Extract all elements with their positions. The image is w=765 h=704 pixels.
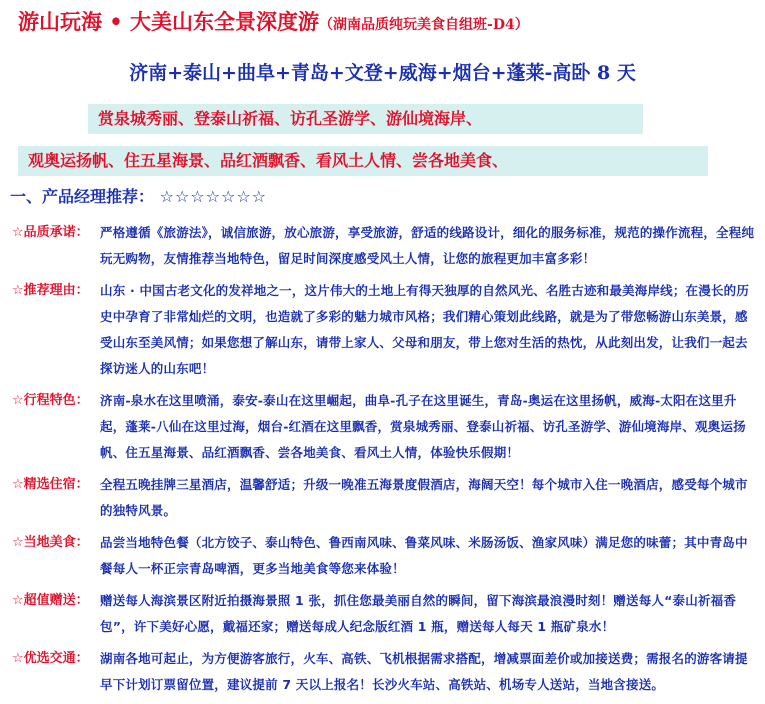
feature-text: 湖南各地可起止，为方便游客旅行，火车、高铁、飞机根据需求搭配，增减票面差价或加接送费；需报名的游客请提早下计划订票留位置，建议提前 7 天以上报名！长沙火车站、高铁站、机场专人送站，当地含接送。 <box>100 651 748 692</box>
feature-label: ☆推荐理由： <box>12 283 89 298</box>
section-heading <box>10 184 267 207</box>
star-rating: ☆☆☆☆☆☆☆ <box>159 187 267 206</box>
highlight-banner-2: 观奥运扬帆、住五星海景、品红酒飘香、看风土人情、尝各地美食、 <box>18 146 708 176</box>
highlight-banner-1: 赏泉城秀丽、登泰山祈福、访孔圣游学、游仙境海岸、 <box>88 104 643 134</box>
feature-item-reason <box>12 278 756 382</box>
feature-text: 济南-泉水在这里喷涌，泰安-泰山在这里崛起，曲阜-孔子在这里诞生，青岛-奥运在这里扬帆，威海-太阳在这里升起，蓬莱-八仙在这里过海，烟台-红酒在这里飘香，赏泉城秀丽、登泰山祈福、访孔圣游学、游仙境海岸、观奥运扬帆、住五星海景、品红酒飘香、尝各地美食、看风土人情，体验快乐假期！ <box>100 393 746 460</box>
feature-list <box>12 220 756 704</box>
feature-item-gifts <box>12 588 756 640</box>
feature-text: 品尝当地特色餐（北方饺子、泰山特色、鲁西南风味、鲁菜风味、米肠汤饭、渔家风味）满足您的味蕾；其中青岛中餐每人一杯正宗青岛啤酒，更多当地美食等您来体验！ <box>100 535 748 576</box>
section-heading-text: 一、产品经理推荐： <box>10 187 155 206</box>
feature-label: ☆当地美食： <box>12 535 89 550</box>
feature-text: 严格遵循《旅游法》，诚信旅游，放心旅游，享受旅游，舒适的线路设计，细化的服务标准，规范的操作流程，全程纯玩无购物，友情推荐当地特色，留足时间深度感受风土人情，让您的旅程更加丰富多彩！ <box>100 225 755 266</box>
feature-item-food <box>12 530 756 582</box>
feature-label: ☆品质承诺： <box>12 225 89 240</box>
feature-text: 全程五晚挂牌三星酒店，温馨舒适；升级一晚准五海景度假酒店，海阔天空！每个城市入住一晚酒店，感受每个城市的独特风景。 <box>100 477 748 518</box>
route-line: 济南+泰山+曲阜+青岛+文登+威海+烟台+蓬莱-高卧 8 天 <box>129 62 636 84</box>
feature-label: ☆优选交通： <box>12 651 89 666</box>
title-line <box>18 6 529 36</box>
feature-text: 赠送每人海滨景区附近拍摄海景照 1 张，抓住您最美丽自然的瞬间，留下海滨最浪漫时刻！赠送每人“泰山祈福香包”，许下美好心愿，戴福还家；赠送每成人纪念版红酒 1 瓶，赠送每人每天 1 瓶矿泉水！ <box>100 593 737 634</box>
feature-label: ☆行程特色： <box>12 393 89 408</box>
page-title: 游山玩海 • 大美山东全景深度游 <box>18 9 320 34</box>
feature-item-lodging <box>12 472 756 524</box>
feature-label: ☆超值赠送： <box>12 593 89 608</box>
feature-item-itinerary <box>12 388 756 466</box>
feature-item-quality <box>12 220 756 272</box>
feature-text: 山东 · 中国古老文化的发祥地之一，这片伟大的土地上有得天独厚的自然风光、名胜古迹和最美海岸线；在漫长的历史中孕育了非常灿烂的文明，也造就了多彩的魅力城市风格；我们精心策划此线路，就是为了带您畅游山东美景，感受山东至美风情；如果您想了解山东，请带上家人、父母和朋友，带上您对生活的热忱，从此刻出发，让我们一起去探访迷人的山东吧！ <box>100 283 750 376</box>
feature-item-transport <box>12 646 756 698</box>
page-subtitle: （湖南品质纯玩美食自组班-D4） <box>319 17 529 33</box>
feature-label: ☆精选住宿： <box>12 477 89 492</box>
